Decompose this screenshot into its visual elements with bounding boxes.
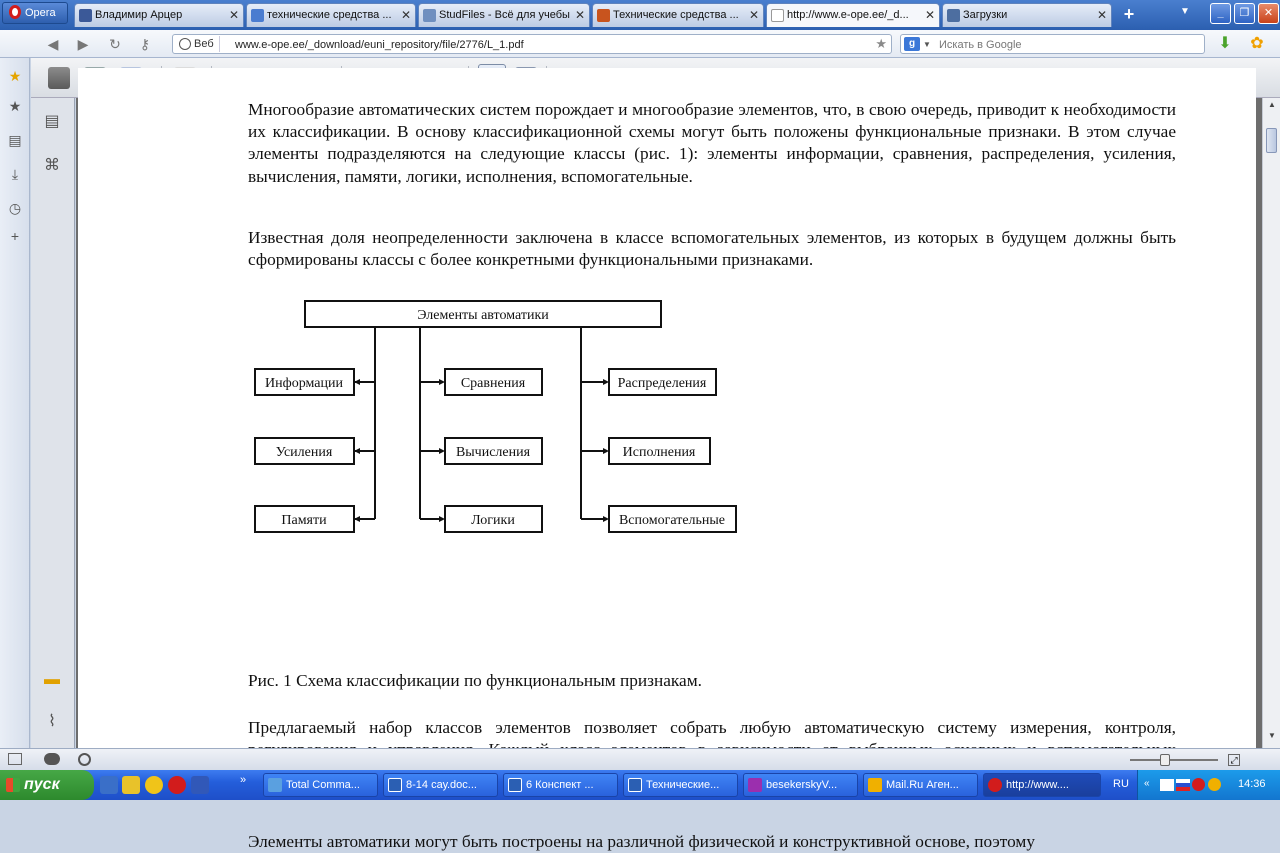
start-label: пуск: [24, 776, 60, 793]
scroll-up-arrow-icon[interactable]: ▲: [1268, 100, 1276, 109]
opera-menu-label: Opera: [25, 7, 56, 19]
opera-logo-icon: [9, 5, 21, 19]
node-label: Распределения: [617, 376, 707, 391]
scroll-down-arrow-icon[interactable]: ▼: [1268, 731, 1276, 740]
start-button[interactable]: [0, 770, 94, 800]
tab-menu-chevron-icon[interactable]: ▼: [1180, 6, 1190, 17]
quicklaunch-more-chevron-icon[interactable]: »: [240, 774, 247, 786]
search-engine-chevron-icon[interactable]: ▼: [923, 40, 931, 49]
downloads-panel-icon[interactable]: ⤓: [11, 166, 19, 182]
downloads-icon: [947, 9, 960, 22]
quicklaunch-key-icon[interactable]: [122, 776, 140, 794]
paragraph-uncertainty: Известная доля неопределенности заключена в классе вспомогательных элементов, из которых в будущем должны быть сформированы классы с более конкретными функциональными признаками.: [248, 228, 1176, 270]
opera-icon: [988, 778, 1002, 792]
vk-icon: [79, 9, 92, 22]
address-bar: [0, 30, 1280, 58]
task-konspekt[interactable]: [503, 773, 618, 797]
paragraph-construction: Элементы автоматики могут быть построены на различной физической и конструктивной основе, поэтому: [248, 832, 1035, 851]
node-label: Вычисления: [455, 445, 531, 460]
history-clock-icon[interactable]: ◷: [8, 200, 22, 216]
tab-label: http://www.e-ope.ee/_d...: [787, 9, 909, 21]
task-total-commander[interactable]: [263, 773, 378, 797]
tab-bar: [0, 0, 1280, 30]
node-label: Логики: [471, 513, 515, 528]
vertical-scrollbar[interactable]: [1262, 98, 1280, 748]
tray-mail-icon[interactable]: [1208, 778, 1221, 791]
task-label: besekerskyV...: [766, 779, 838, 791]
pdf-navigation-pane: [31, 98, 75, 748]
opera-menu-button[interactable]: [2, 2, 68, 24]
tab-technical[interactable]: [592, 3, 764, 27]
status-bar: [0, 748, 1280, 770]
bookmark-star-icon[interactable]: ★: [875, 36, 887, 51]
web-badge-label: Веб: [194, 38, 214, 50]
djvu-icon: [748, 778, 762, 792]
tray-monitor-icon[interactable]: [1160, 779, 1174, 791]
maximize-button[interactable]: ❐: [1234, 3, 1255, 24]
opera-side-panel: [0, 58, 30, 748]
tab-label: Владимир Арцер: [95, 9, 183, 21]
opera-unite-cloud-icon[interactable]: [44, 753, 60, 765]
paragraph-classification: Многообразие автоматических систем порождает и многообразие элементов, что, в свою очередь, приводит к необходимости их классификации. В основу классификационной схемы могут быть положены функциональные признаки. В этом случае элементы подразделяются на следующие классы (рис. 1): элементы информации, сравнения, распределения, усиления, вычисления, памяти, логики, исполнения, вспомогательные.: [248, 100, 1176, 186]
folder-icon: [423, 9, 436, 22]
bookmarks-star-icon[interactable]: ★: [8, 68, 22, 84]
mail-envelope-icon: [868, 778, 882, 792]
pages-thumbnail-icon[interactable]: ▤: [44, 113, 60, 130]
word-icon: [508, 778, 522, 792]
tray-chevron-icon[interactable]: «: [1144, 778, 1150, 789]
close-tab-icon[interactable]: ✕: [400, 8, 411, 22]
tab-google-search[interactable]: [246, 3, 416, 27]
notes-icon[interactable]: ▤: [8, 132, 22, 148]
download-arrow-icon[interactable]: ⬇: [1218, 35, 1232, 52]
tray-flag-icon[interactable]: [1176, 779, 1190, 791]
task-opera-browser[interactable]: [983, 773, 1101, 797]
favorites-star-icon[interactable]: ★: [8, 98, 22, 114]
attachment-paperclip-icon[interactable]: ⌇: [48, 713, 56, 730]
quicklaunch-floppy-icon[interactable]: [191, 776, 209, 794]
scroll-thumb[interactable]: [1266, 128, 1277, 153]
quicklaunch-warning-icon[interactable]: [145, 776, 163, 794]
close-tab-icon[interactable]: ✕: [748, 8, 759, 22]
task-label: 8-14 сау.doc...: [406, 779, 477, 791]
comments-icon[interactable]: ▬: [44, 671, 60, 688]
tab-label: технические средства ...: [267, 9, 392, 21]
paragraph-set-of-classes: Предлагаемый набор классов элементов позволяет собрать любую автоматическую систему измерения, контроля,: [248, 718, 1176, 737]
globe-icon: [179, 38, 191, 50]
url-text[interactable]: www.e-ope.ee/_download/euni_repository/file/2776/L_1.pdf: [235, 39, 524, 51]
reload-icon[interactable]: ↻: [109, 36, 121, 52]
node-label: Памяти: [281, 513, 327, 528]
show-desktop-icon[interactable]: [100, 776, 118, 794]
opera-quicklaunch-icon[interactable]: [168, 776, 186, 794]
page-icon: [771, 9, 784, 22]
url-field[interactable]: [172, 34, 892, 54]
close-tab-icon[interactable]: ✕: [1096, 8, 1107, 22]
tab-pdf-active[interactable]: [766, 3, 940, 27]
windows-flag-icon: [6, 778, 20, 792]
close-tab-icon[interactable]: ✕: [924, 8, 935, 22]
task-label: Mail.Ru Аген...: [886, 779, 959, 791]
tab-downloads[interactable]: [942, 3, 1112, 27]
new-tab-button[interactable]: +: [1123, 4, 1135, 24]
tray-opera-icon[interactable]: [1192, 778, 1205, 791]
tab-vladimir[interactable]: [74, 3, 244, 27]
speedometer-icon[interactable]: [78, 753, 91, 766]
zoom-slider-handle[interactable]: [1160, 754, 1170, 766]
root-label: Элементы автоматики: [417, 308, 549, 323]
node-label: Информации: [265, 376, 343, 391]
close-tab-icon[interactable]: ✕: [574, 8, 585, 22]
books-icon: [597, 9, 610, 22]
zoom-slider-track[interactable]: [1130, 759, 1218, 761]
node-label: Сравнения: [460, 376, 526, 391]
web-badge[interactable]: [176, 36, 220, 52]
panel-toggle-icon[interactable]: [8, 753, 22, 765]
forward-icon[interactable]: ▶: [77, 36, 89, 52]
google-icon: [251, 9, 264, 22]
node-label: Вспомогательные: [618, 513, 726, 528]
tab-studfiles[interactable]: [418, 3, 590, 27]
add-panel-icon[interactable]: +: [10, 228, 20, 244]
search-placeholder: Искать в Google: [939, 39, 1022, 51]
tab-label: Технические средства ...: [613, 9, 739, 21]
task-label: Total Comma...: [286, 779, 360, 791]
google-search-icon[interactable]: g: [904, 37, 920, 51]
task-technical[interactable]: [623, 773, 738, 797]
windows-taskbar: [0, 770, 1280, 800]
close-window-button[interactable]: ✕: [1258, 3, 1279, 24]
node-label: Усиления: [275, 445, 333, 460]
print-icon[interactable]: [48, 67, 70, 89]
system-clock[interactable]: 14:36: [1238, 778, 1266, 790]
key-icon[interactable]: ⚷: [139, 36, 151, 52]
tab-label: Загрузки: [963, 9, 1008, 21]
binoculars-icon[interactable]: ⌘: [44, 157, 60, 174]
close-tab-icon[interactable]: ✕: [228, 8, 239, 22]
figure-caption: Рис. 1 Схема классификации по функциональным признакам.: [248, 671, 702, 690]
classification-diagram: [248, 293, 748, 548]
language-indicator[interactable]: RU: [1113, 778, 1129, 790]
back-icon[interactable]: ◀: [47, 36, 59, 52]
speed-dial-flower-icon[interactable]: ✿: [1250, 35, 1264, 52]
node-label: Исполнения: [622, 445, 696, 460]
word-icon: [388, 778, 402, 792]
task-mailru-agent[interactable]: [863, 773, 978, 797]
search-input[interactable]: [900, 34, 1205, 54]
task-word-doc[interactable]: [383, 773, 498, 797]
task-label: http://www....: [1006, 779, 1069, 791]
task-besekersky[interactable]: [743, 773, 858, 797]
task-label: Технические...: [646, 779, 720, 791]
word-icon: [628, 778, 642, 792]
zoom-reset-icon[interactable]: ⤢: [1228, 754, 1240, 766]
pdf-page: [78, 68, 1256, 851]
minimize-button[interactable]: _: [1210, 3, 1231, 24]
tab-label: StudFiles - Всё для учебы: [439, 9, 570, 21]
total-commander-icon: [268, 778, 282, 792]
task-label: 6 Конспект ...: [526, 779, 594, 791]
